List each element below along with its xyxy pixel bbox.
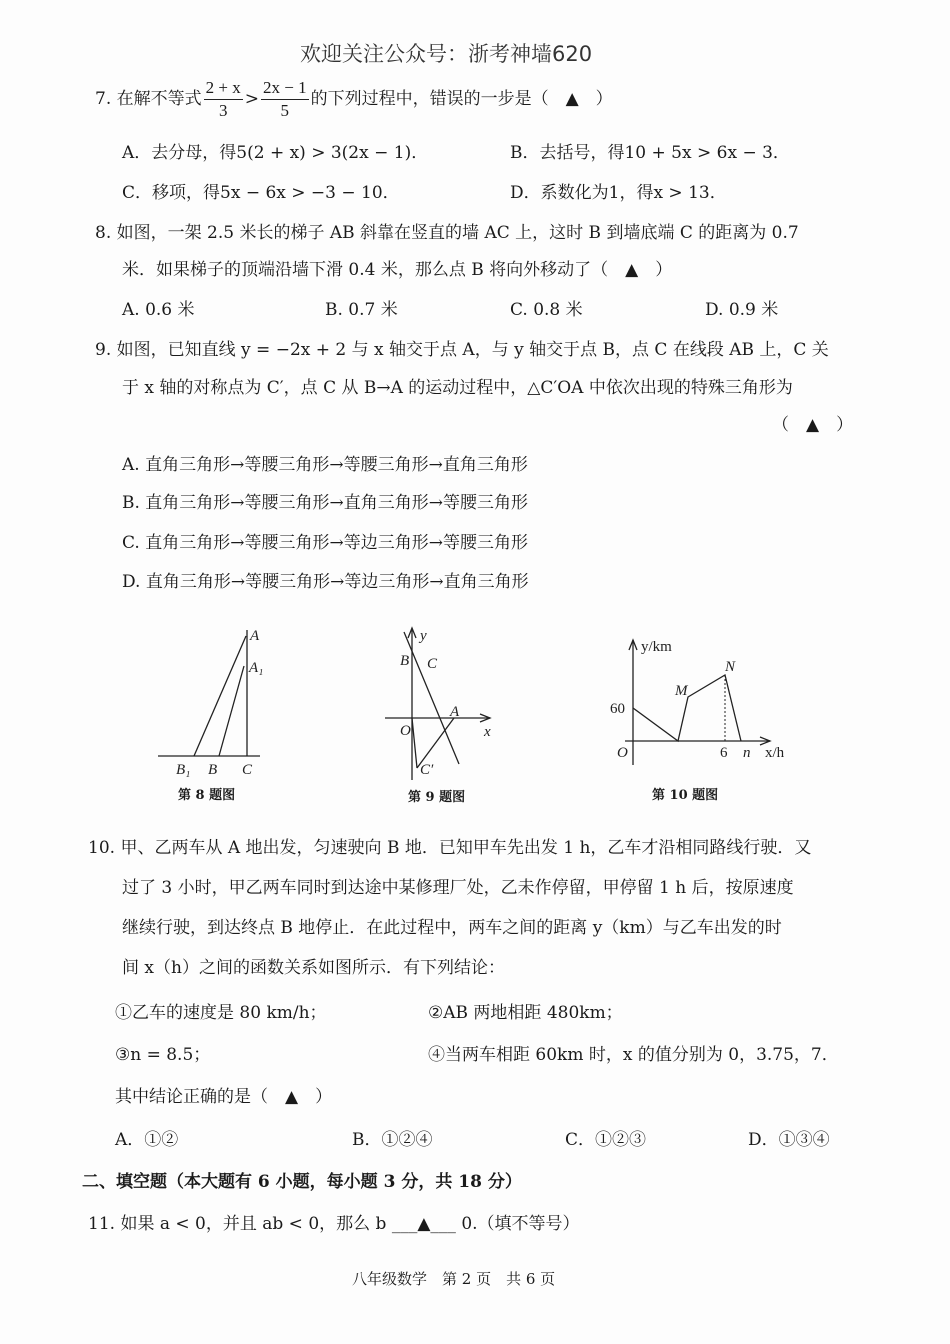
label-y: y <box>420 628 427 644</box>
conclusion: ②AB 两地相距 480km； <box>428 1003 623 1023</box>
answer-blank: （ ▲ ） <box>772 415 854 435</box>
fraction <box>204 77 243 122</box>
figure-9-coordinate <box>380 620 500 785</box>
figure-8-caption: 第 8 题图 <box>178 788 236 803</box>
option: A．①② <box>115 1130 179 1150</box>
figure-10-graph <box>605 635 800 775</box>
question-10 <box>88 836 811 860</box>
figure-10-caption: 第 10 题图 <box>652 788 719 803</box>
option: B. 0.7 米 <box>325 300 398 320</box>
q11-number: 11. <box>88 1214 116 1234</box>
q10-text: 间 x（h）之间的函数关系如图所示．有下列结论： <box>122 958 505 978</box>
label-N: N <box>725 659 736 675</box>
option: C．①②③ <box>565 1130 647 1150</box>
label-C-prime: C′ <box>420 762 434 778</box>
option: A. 直角三角形→等腰三角形→等腰三角形→直角三角形 <box>122 455 528 475</box>
label-M: M <box>675 683 688 699</box>
question-11 <box>88 1212 580 1236</box>
q9-text: 于 x 轴的对称点为 C′，点 C 从 B→A 的运动过程中，△C′OA 中依次出现的特殊三角形为 <box>122 378 793 398</box>
denominator: 5 <box>280 101 290 120</box>
q9-text: 如图，已知直线 y = −2x + 2 与 x 轴交于点 A，与 y 轴交于点 B，点 C 在线段 AB 上，C 关 <box>116 340 829 360</box>
option: C. 0.8 米 <box>510 300 583 320</box>
option: C. 直角三角形→等腰三角形→等边三角形→等腰三角形 <box>122 533 528 553</box>
question-8 <box>95 221 799 245</box>
header-watermark: 欢迎关注公众号：浙考神墙620 <box>300 42 593 66</box>
option: B．①②④ <box>352 1130 433 1150</box>
label-B: B <box>400 653 410 669</box>
option: A．去分母，得5(2 + x) > 3(2x − 1)． <box>122 143 429 163</box>
q9-number: 9. <box>95 340 112 360</box>
question-7 <box>95 76 613 122</box>
label-x: x <box>484 724 491 740</box>
q10-number: 10. <box>88 838 116 858</box>
label-A: A <box>450 704 460 720</box>
q7-number: 7. <box>95 89 112 109</box>
q10-text: 继续行驶，到达终点 B 地停止．在此过程中，两车之间的距离 y（km）与乙车出发的时 <box>122 918 782 938</box>
q8-text: 如图，一架 2.5 米长的梯子 AB 斜靠在竖直的墙 AC 上，这时 B 到墙底端 C 的距离为 0.7 <box>116 223 799 243</box>
numerator: 2 + x <box>204 77 243 100</box>
option: D．系数化为1，得x > 13． <box>510 183 727 203</box>
option: D. 直角三角形→等腰三角形→等边三角形→直角三角形 <box>122 572 529 592</box>
denominator: 3 <box>218 101 228 120</box>
conclusion: ④当两车相距 60km 时，x 的值分别为 0，3.75，7． <box>428 1045 839 1065</box>
q11-text: 如果 a < 0，并且 ab < 0，那么 b ___▲___ 0.（填不等号） <box>120 1214 580 1234</box>
conclusion: ①乙车的速度是 80 km/h； <box>115 1003 327 1023</box>
page-footer: 八年级数学 第 2 页 共 6 页 <box>352 1270 556 1288</box>
section-heading: 二、填空题（本大题有 6 小题，每小题 3 分，共 18 分） <box>82 1172 522 1192</box>
q10-ask: 其中结论正确的是（ ▲ ） <box>115 1087 333 1107</box>
conclusion: ③n = 8.5； <box>115 1045 211 1065</box>
option: D. 0.9 米 <box>705 300 779 320</box>
y-axis-label: y/km <box>641 639 672 655</box>
numerator: 2x − 1 <box>261 77 309 100</box>
gt-sign: > <box>244 89 259 109</box>
q7-text: 的下列过程中，错误的一步是（ ▲ ） <box>310 89 613 109</box>
option: C．移项，得5x − 6x > −3 − 10． <box>122 183 400 203</box>
label-O: O <box>617 745 628 761</box>
figure-9-caption: 第 9 题图 <box>408 790 466 805</box>
q10-text: 甲、乙两车从 A 地出发，匀速驶向 B 地．已知甲车先出发 1 h，乙车才沿相同路线行驶．又 <box>120 838 812 858</box>
option: B．去括号，得10 + 5x > 6x − 3． <box>510 143 790 163</box>
label-A1: A₁ <box>249 660 264 676</box>
q10-text: 过了 3 小时，甲乙两车同时到达途中某修理厂处，乙未作停留，甲停留 1 h 后，按原速度 <box>122 878 794 898</box>
q8-text: 米．如果梯子的顶端沿墙下滑 0.4 米，那么点 B 将向外移动了（ ▲ ） <box>122 260 673 280</box>
tick-6: 6 <box>720 745 728 761</box>
figure-8-ladder <box>150 620 270 780</box>
q8-number: 8. <box>95 223 112 243</box>
label-O: O <box>400 723 411 739</box>
x-axis-label: x/h <box>765 745 785 761</box>
label-B1: B₁ <box>176 762 191 778</box>
label-A: A <box>250 628 260 644</box>
tick-60: 60 <box>610 701 625 717</box>
label-n: n <box>743 745 751 761</box>
question-9 <box>95 338 829 362</box>
q7-text: 在解不等式 <box>116 89 202 109</box>
label-C: C <box>242 762 253 778</box>
label-C: C <box>427 656 438 672</box>
option: A. 0.6 米 <box>122 300 195 320</box>
option: D．①③④ <box>748 1130 830 1150</box>
label-B: B <box>208 762 218 778</box>
option: B. 直角三角形→等腰三角形→直角三角形→等腰三角形 <box>122 493 529 513</box>
fraction <box>261 77 309 122</box>
